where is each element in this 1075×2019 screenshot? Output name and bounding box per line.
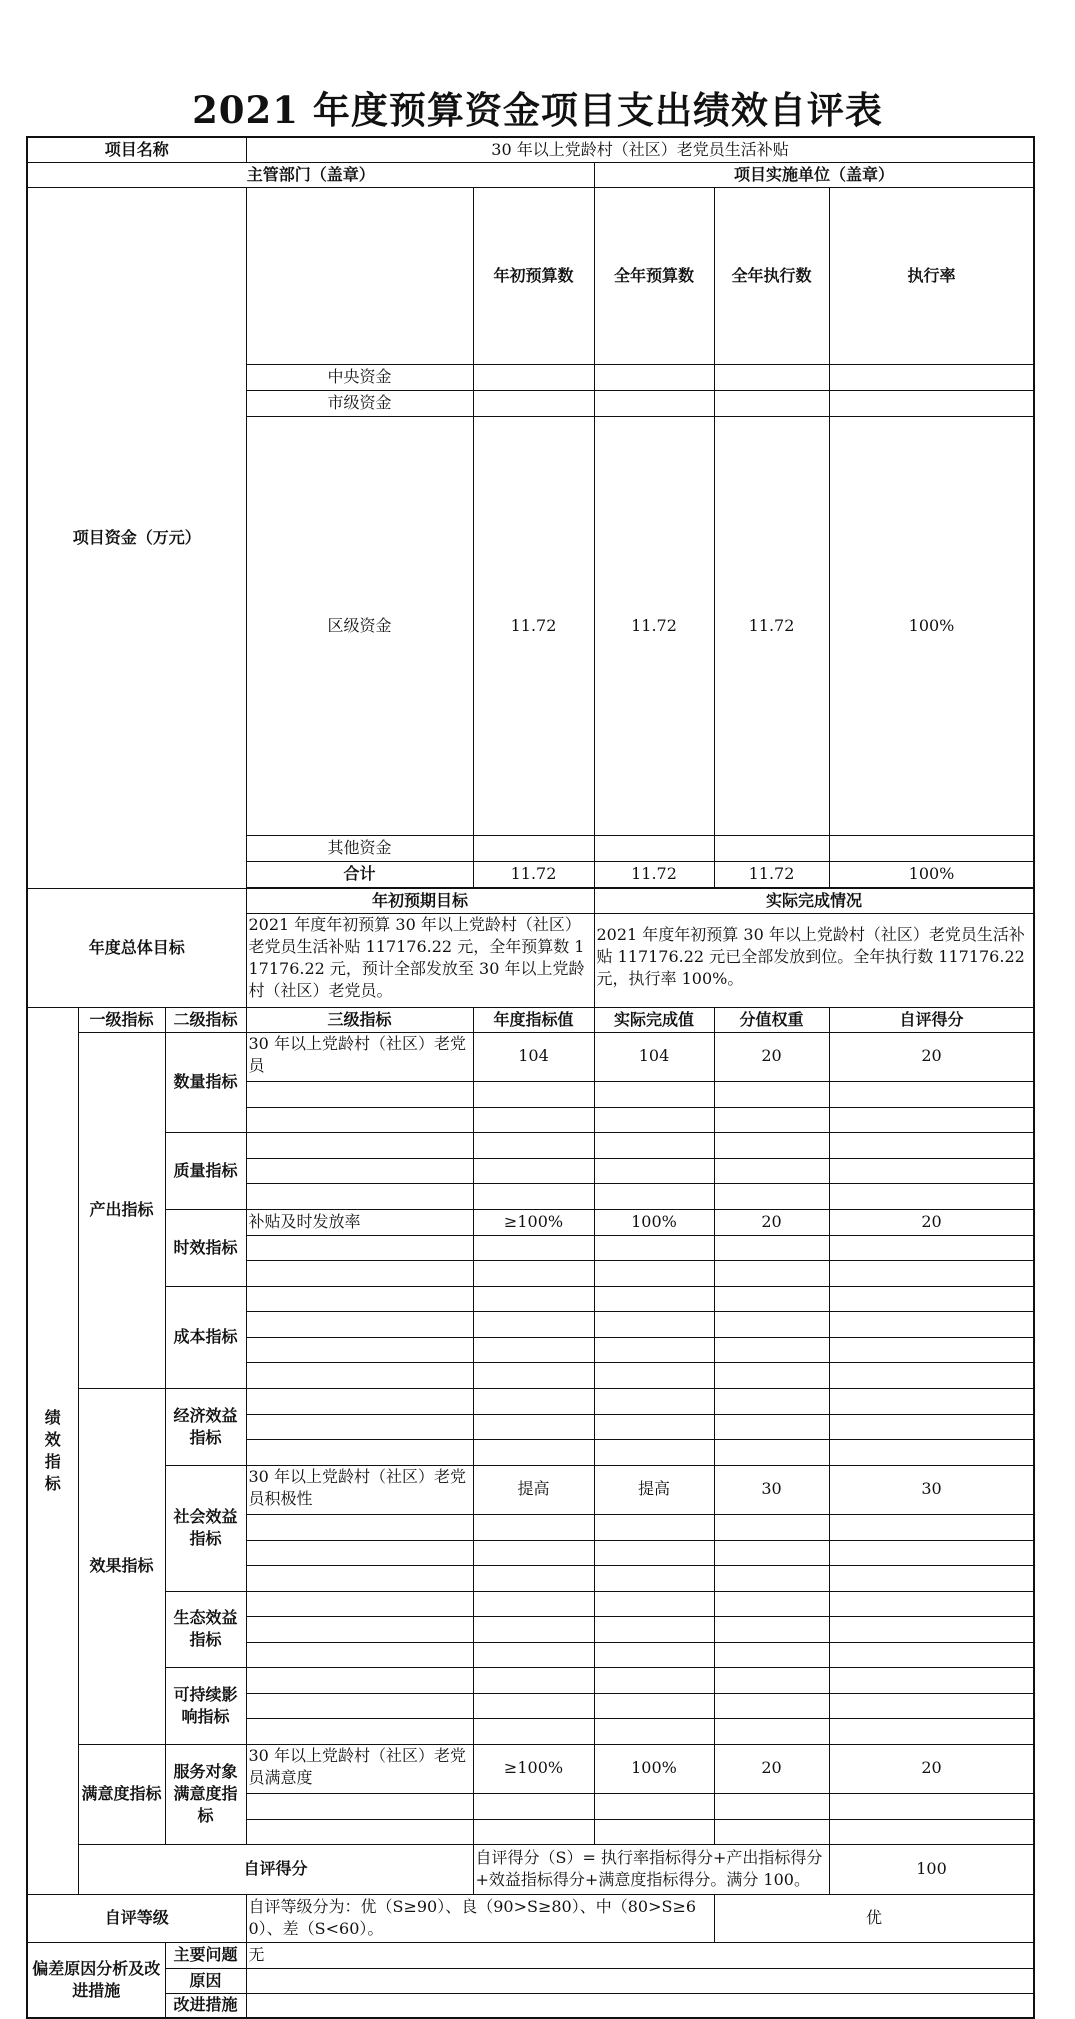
cell [714,1081,829,1107]
cell [246,1819,473,1844]
cell [473,1235,594,1260]
cell [473,1414,594,1439]
cell [594,1311,714,1337]
self-grade-label: 自评等级 [27,1894,246,1942]
cell [829,1311,1034,1337]
cell [714,1107,829,1132]
funds-header-executed: 全年执行数 [714,187,829,364]
cell [246,1107,473,1132]
cell [829,1414,1034,1439]
cell [246,1183,473,1209]
cell [246,1388,473,1414]
cell [246,1793,473,1819]
cell [714,1565,829,1591]
fund-row-name: 中央资金 [246,364,473,390]
fund-row-rate [829,364,1034,390]
evaluation-table [26,136,1035,2019]
cell [473,1642,594,1667]
self-score-formula: 自评得分（S）= 执行率指标得分+产出指标得分+效益指标得分+满意度指标得分。满分 100。 [473,1844,829,1894]
cell [594,1414,714,1439]
fund-row-executed: 11.72 [714,416,829,835]
project-name-value: 30 年以上党龄村（社区）老党员生活补贴 [246,137,1034,162]
unit-label: 项目实施单位（盖章） [594,162,1034,187]
cell [594,1642,714,1667]
cell [594,1362,714,1388]
cell [246,1286,473,1311]
cell [473,1286,594,1311]
header-actual: 实际完成值 [594,1007,714,1032]
level2-quantity: 数量指标 [165,1032,246,1132]
header-level3: 三级指标 [246,1007,473,1032]
cell [714,1667,829,1693]
indicators-section-label [27,1007,78,1894]
cell [829,1693,1034,1718]
cell [714,1793,829,1819]
fund-row-executed [714,835,829,861]
cell [246,1414,473,1439]
cell [246,1235,473,1260]
cell [594,1081,714,1107]
cell [829,1793,1034,1819]
header-score: 自评得分 [829,1007,1034,1032]
cell [829,1260,1034,1286]
indicators-section-text: 绩效指标 [44,1407,61,1493]
cell [714,1439,829,1465]
cell [829,1616,1034,1642]
cell [473,1718,594,1744]
fund-row-rate: 100% [829,416,1034,835]
cell [829,1591,1034,1616]
cell [594,1286,714,1311]
cell [246,1540,473,1565]
cell [246,1565,473,1591]
cell [473,1337,594,1362]
service-score: 20 [829,1744,1034,1793]
cell [829,1286,1034,1311]
cell [829,1132,1034,1158]
fund-row-annual: 11.72 [594,416,714,835]
fund-row-initial [473,835,594,861]
funds-header-blank [246,187,473,364]
cell [246,1616,473,1642]
cell [829,1081,1034,1107]
cell [473,1158,594,1183]
cell [246,1081,473,1107]
fund-row-initial: 11.72 [473,416,594,835]
level2-service: 服务对象满意度指标 [165,1744,246,1844]
cell [246,1667,473,1693]
cell [473,1591,594,1616]
quantity-name: 30 年以上党龄村（社区）老党员 [246,1032,473,1081]
self-grade-rule: 自评等级分为：优（S≥90）、良（90>S≥80）、中（80>S≥60）、差（S<60）。 [246,1894,714,1942]
cell [714,1235,829,1260]
cell [473,1667,594,1693]
fund-total-annual: 11.72 [594,861,714,887]
service-name: 30 年以上党龄村（社区）老党员满意度 [246,1744,473,1793]
funds-header-rate: 执行率 [829,187,1034,364]
cell [594,1793,714,1819]
funds-header-initial: 年初预算数 [473,187,594,364]
cell [473,1514,594,1540]
social-actual: 提高 [594,1465,714,1514]
timeliness-name: 补贴及时发放率 [246,1209,473,1235]
cell [714,1337,829,1362]
cell [829,1718,1034,1744]
fund-row-executed [714,390,829,416]
level2-economic: 经济效益指标 [165,1388,246,1465]
cell [246,1642,473,1667]
cell [829,1158,1034,1183]
cell [473,1565,594,1591]
cell [594,1235,714,1260]
fund-row-rate [829,835,1034,861]
main-issue-label: 主要问题 [165,1942,246,1968]
project-name-label: 项目名称 [27,137,246,162]
quantity-target: 104 [473,1032,594,1081]
cell [829,1667,1034,1693]
fund-row-initial [473,364,594,390]
quantity-score: 20 [829,1032,1034,1081]
cell [473,1081,594,1107]
cell [473,1362,594,1388]
level1-satisfaction: 满意度指标 [78,1744,165,1844]
cell [246,1693,473,1718]
social-weight: 30 [714,1465,829,1514]
timeliness-score: 20 [829,1209,1034,1235]
cell [829,1565,1034,1591]
level2-quality: 质量指标 [165,1132,246,1209]
service-weight: 20 [714,1744,829,1793]
cell [714,1286,829,1311]
cell [829,1642,1034,1667]
goals-actual-text: 2021 年度年初预算 30 年以上党龄村（社区）老党员生活补贴 117176.22 元已全部发放到位。全年执行数 117176.22 元，执行率 100%。 [594,913,1034,1007]
cell [594,1591,714,1616]
level1-effect: 效果指标 [78,1388,165,1744]
header-target: 年度指标值 [473,1007,594,1032]
cell [829,1514,1034,1540]
cell [594,1158,714,1183]
fund-row-initial [473,390,594,416]
cell [594,1260,714,1286]
level2-timeliness: 时效指标 [165,1209,246,1286]
cell [246,1132,473,1158]
cell [473,1260,594,1286]
cell [714,1362,829,1388]
header-level1: 一级指标 [78,1007,165,1032]
cell [473,1311,594,1337]
cell [594,1565,714,1591]
reason-label: 原因 [165,1968,246,1993]
cell [473,1439,594,1465]
cell [594,1667,714,1693]
cell [246,1260,473,1286]
timeliness-target: ≥100% [473,1209,594,1235]
cell [714,1693,829,1718]
cell [829,1540,1034,1565]
main-issue-value: 无 [246,1942,1034,1968]
fund-row-name: 区级资金 [246,416,473,835]
fund-row-annual [594,835,714,861]
cell [246,1362,473,1388]
level2-cost: 成本指标 [165,1286,246,1388]
cell [829,1337,1034,1362]
cell [594,1388,714,1414]
funds-label: 项目资金（万元） [27,187,246,888]
header-level2: 二级指标 [165,1007,246,1032]
social-score: 30 [829,1465,1034,1514]
social-name: 30 年以上党龄村（社区）老党员积极性 [246,1465,473,1514]
cell [246,1337,473,1362]
self-score-label: 自评得分 [78,1844,473,1894]
fund-row-executed [714,364,829,390]
cell [473,1693,594,1718]
cell [473,1793,594,1819]
cell [594,1132,714,1158]
cell [829,1235,1034,1260]
fund-total-initial: 11.72 [473,861,594,887]
cell [714,1718,829,1744]
cell [714,1591,829,1616]
level2-sustainable: 可持续影响指标 [165,1667,246,1744]
timeliness-actual: 100% [594,1209,714,1235]
header-weight: 分值权重 [714,1007,829,1032]
cell [714,1414,829,1439]
cell [246,1591,473,1616]
cell [473,1819,594,1844]
cell [714,1260,829,1286]
self-score-weight: 100 [829,1844,1034,1894]
cell [246,1718,473,1744]
cell [246,1514,473,1540]
cell [829,1183,1034,1209]
goals-expected-text: 2021 年度年初预算 30 年以上党龄村（社区）老党员生活补贴 117176.22 元，全年预算数 117176.22 元，预计全部发放至 30 年以上党龄村（社区）老党员。 [246,913,594,1007]
social-target: 提高 [473,1465,594,1514]
quantity-weight: 20 [714,1032,829,1081]
cell [473,1388,594,1414]
cell [246,1311,473,1337]
cell [714,1616,829,1642]
cell [473,1616,594,1642]
cell [473,1183,594,1209]
reason-value [246,1968,1034,1993]
cell [714,1132,829,1158]
fund-row-name: 其他资金 [246,835,473,861]
goals-actual-header: 实际完成情况 [594,888,1034,913]
cell [829,1107,1034,1132]
cell [829,1819,1034,1844]
goals-label: 年度总体目标 [27,888,246,1007]
cell [473,1540,594,1565]
cell [714,1540,829,1565]
fund-row-name: 市级资金 [246,390,473,416]
cell [714,1388,829,1414]
cell [714,1311,829,1337]
goals-expected-header: 年初预期目标 [246,888,594,913]
cell [246,1439,473,1465]
fund-total-rate: 100% [829,861,1034,887]
fund-row-annual [594,390,714,416]
cell [594,1183,714,1209]
fund-total-executed: 11.72 [714,861,829,887]
cell [829,1362,1034,1388]
cell [594,1718,714,1744]
self-grade-value: 优 [714,1894,1034,1942]
cell [473,1132,594,1158]
cell [829,1388,1034,1414]
cell [714,1642,829,1667]
timeliness-weight: 20 [714,1209,829,1235]
cell [714,1158,829,1183]
cell [594,1514,714,1540]
funds-header-annual: 全年预算数 [594,187,714,364]
cell [246,1158,473,1183]
level2-social: 社会效益指标 [165,1465,246,1591]
quantity-actual: 104 [594,1032,714,1081]
measure-label: 改进措施 [165,1993,246,2018]
cell [594,1337,714,1362]
measure-value [246,1993,1034,2018]
level2-ecological: 生态效益指标 [165,1591,246,1667]
level1-output: 产出指标 [78,1032,165,1388]
cell [714,1514,829,1540]
cell [594,1819,714,1844]
cell [714,1183,829,1209]
cell [594,1439,714,1465]
cell [594,1693,714,1718]
cell [594,1616,714,1642]
fund-row-annual [594,364,714,390]
cell [594,1540,714,1565]
service-target: ≥100% [473,1744,594,1793]
cell [473,1107,594,1132]
service-actual: 100% [594,1744,714,1793]
cell [829,1439,1034,1465]
fund-total-name: 合计 [246,861,473,887]
cell [594,1107,714,1132]
cell [714,1819,829,1844]
page-title: 2021 年度预算资金项目支出绩效自评表 [192,88,883,132]
fund-row-rate [829,390,1034,416]
dept-label: 主管部门（盖章） [27,162,594,187]
deviation-label: 偏差原因分析及改进措施 [27,1942,165,2018]
